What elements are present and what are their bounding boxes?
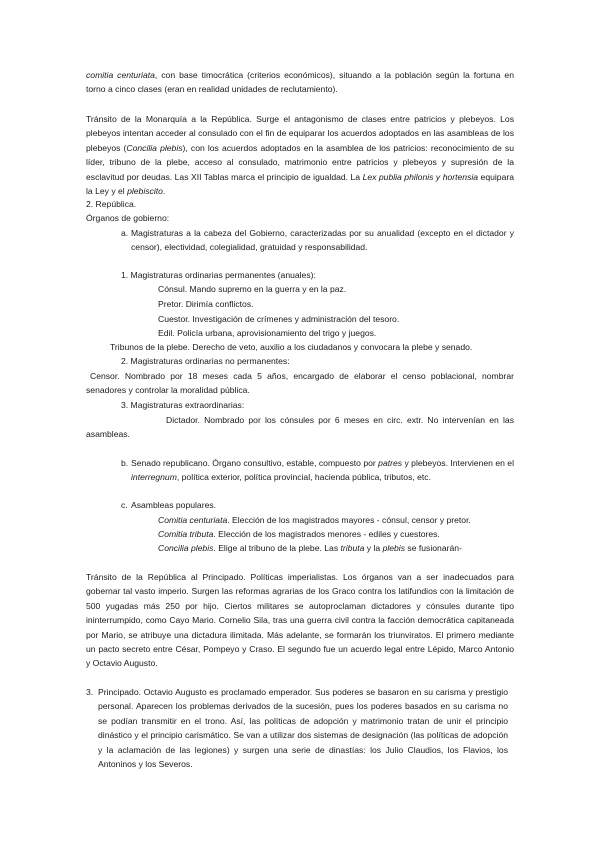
item-b-text bbox=[131, 456, 514, 485]
transition-text-2: ), con los acuerdos adoptados en la asamblea de los patricios: reconocimiento de su líder, tribuno de la plebe, acceso al consulado, matrimonio entre patricios y plebeyos y supresión de la esclavitud por deudas. Las XII Tablas marca el principio de igualdad. La bbox=[86, 142, 514, 182]
concilia-plebis-line bbox=[158, 541, 462, 555]
comitia-centuriata-text: . Elección de los magistrados mayores - cónsul, censor y pretor. bbox=[227, 515, 471, 525]
pretor-line: Pretor. Dirimía conflictos. bbox=[158, 299, 254, 309]
concilia-text-b: y la bbox=[364, 543, 383, 553]
concilia-plebis-term-2: Concilia plebis bbox=[158, 543, 214, 553]
dictador-paragraph: Dictador. Nombrado por los cónsules por 6 meses en circ. extr. No intervenían en las asambleas. bbox=[86, 415, 514, 440]
heading-organos: Órganos de gobierno: bbox=[86, 213, 170, 223]
transition-text-4: . bbox=[162, 186, 166, 197]
heading-extraordinarias: 3. Magistraturas extraordinarias: bbox=[121, 400, 245, 410]
concilia-text-a: . Elige al tribuno de la plebe. Las bbox=[213, 543, 341, 553]
comitia-centuriata-line bbox=[158, 513, 471, 527]
cuestor-line: Cuestor. Investigación de crímenes y administración del tesoro. bbox=[158, 314, 400, 324]
consul-line: Cónsul. Mando supremo en la guerra y en la paz. bbox=[158, 284, 347, 294]
transition-principado-paragraph: Tránsito de la República al Principado. Políticas imperialistas. Los órganos van a ser inadecuados para gobernar tal vasto imperio. Surgen las reformas agrarias de los Graco contra los latifundios con la limitación de 500 yugadas más 250 por hijo. Ciertos militares se autoproclaman dictadores y cónsules durante tipo ininterrumpido, como Cayo Mario. Cornelio Sila, tras una guerra civil contra la facción democrática capitaneada por Mario, se atribuye una dictadura ilimitada. Más adelante, se formarán los triunviratos. El primero mediante un pacto secreto entre César, Pompeyo y Craso. El segundo fue un acuerdo legal entre Lépido, Marco Antonio y Octavio Augusto. bbox=[86, 572, 514, 669]
item-a-text: Magistraturas a la cabeza del Gobierno, caracterizadas por su anualidad (excepto en el dictador y censor), electividad, colegialidad, gratuidad y responsabilidad. bbox=[131, 228, 514, 253]
item-a-marker: a. bbox=[121, 228, 129, 238]
transition-monarchy-paragraph bbox=[86, 112, 514, 198]
edil-line: Edil. Policía urbana, aprovisionamiento del trigo y juegos. bbox=[158, 328, 377, 338]
item-c-marker: c. bbox=[121, 500, 128, 510]
comitia-tributa-line bbox=[158, 527, 440, 541]
heading-republica: 2. República. bbox=[86, 199, 137, 209]
tribunos-line: Tribunos de la plebe. Derecho de veto, auxilio a los ciudadanos y convocara la plebe y senado. bbox=[110, 342, 473, 352]
senado-text-2: y plebeyos. Intervienen en el bbox=[402, 458, 514, 468]
comitia-term: comitia centuriata bbox=[86, 70, 155, 80]
tributa-term: tributa bbox=[340, 543, 365, 553]
item-b-marker: b. bbox=[121, 458, 129, 468]
lex-term: Lex publia philonis y hortensia bbox=[362, 171, 479, 182]
comitia-text: , con base timocrática (criterios económicos), situando a la población según la fortuna en torno a cinco clases (eran en realidad unidades de reclutamiento). bbox=[86, 70, 514, 95]
plebiscito-term: plebiscito bbox=[127, 186, 163, 197]
concilia-text-c: se fusionarán- bbox=[405, 543, 462, 553]
comitia-paragraph bbox=[86, 68, 514, 97]
heading-no-permanentes: 2. Magistraturas ordinarias no permanentes: bbox=[121, 356, 290, 366]
comitia-tributa-term: Comitia tributa bbox=[158, 529, 214, 539]
censor-paragraph: Censor. Nombrado por 18 meses cada 5 años, encargado de elaborar el censo poblacional, nombrar senadores y controlar la moralidad pública. bbox=[86, 371, 514, 396]
principado-marker: 3. bbox=[86, 687, 94, 697]
comitia-centuriata-term: Comitia centuriata bbox=[158, 515, 228, 525]
transition-text-3: equipara la Ley y el bbox=[86, 171, 514, 197]
patres-term: patres bbox=[378, 458, 403, 468]
principado-paragraph: Principado. Octavio Augusto es proclamado emperador. Sus poderes se basaron en su carisma y prestigio personal. Aparecen los problemas derivados de la sucesión, pues los poderes basados en su carisma no se podían transmitir en el trono. Así, las políticas de adopción y matrimonio tratan de unir el principio dinástico y el principio carismático. Se van a utilizar dos sistemas de designación (las políticas de adopción y la aclamación de las legiones) y surgen una serie de dinastías: los Julio Claudios, los Flavios, los Antoninos y los Severos. bbox=[98, 687, 508, 770]
heading-asambleas: Asambleas populares. bbox=[131, 500, 217, 510]
senado-text-1: Senado republicano. Órgano consultivo, estable, compuesto por bbox=[131, 458, 379, 468]
interregnum-term: interregnum bbox=[131, 472, 177, 483]
heading-ordinarias: 1. Magistraturas ordinarias permanentes (anuales): bbox=[121, 270, 316, 280]
plebis-term: plebis bbox=[382, 543, 406, 553]
senado-text-3: , política exterior, política provincial, hacienda pública, tributos, etc. bbox=[176, 472, 431, 483]
comitia-tributa-text: . Elección de los magistrados menores - ediles y cuestores. bbox=[213, 529, 440, 539]
concilia-plebis-term: Concilia plebis bbox=[126, 142, 183, 153]
transition-text-1: Tránsito de la Monarquía a la República. Surge el antagonismo de clases entre patricios y plebeyos. Los plebeyos intentan acceder al consulado con el fin de equiparar los acuerdos adoptados en las asambleas de los plebeyos ( bbox=[86, 114, 514, 153]
